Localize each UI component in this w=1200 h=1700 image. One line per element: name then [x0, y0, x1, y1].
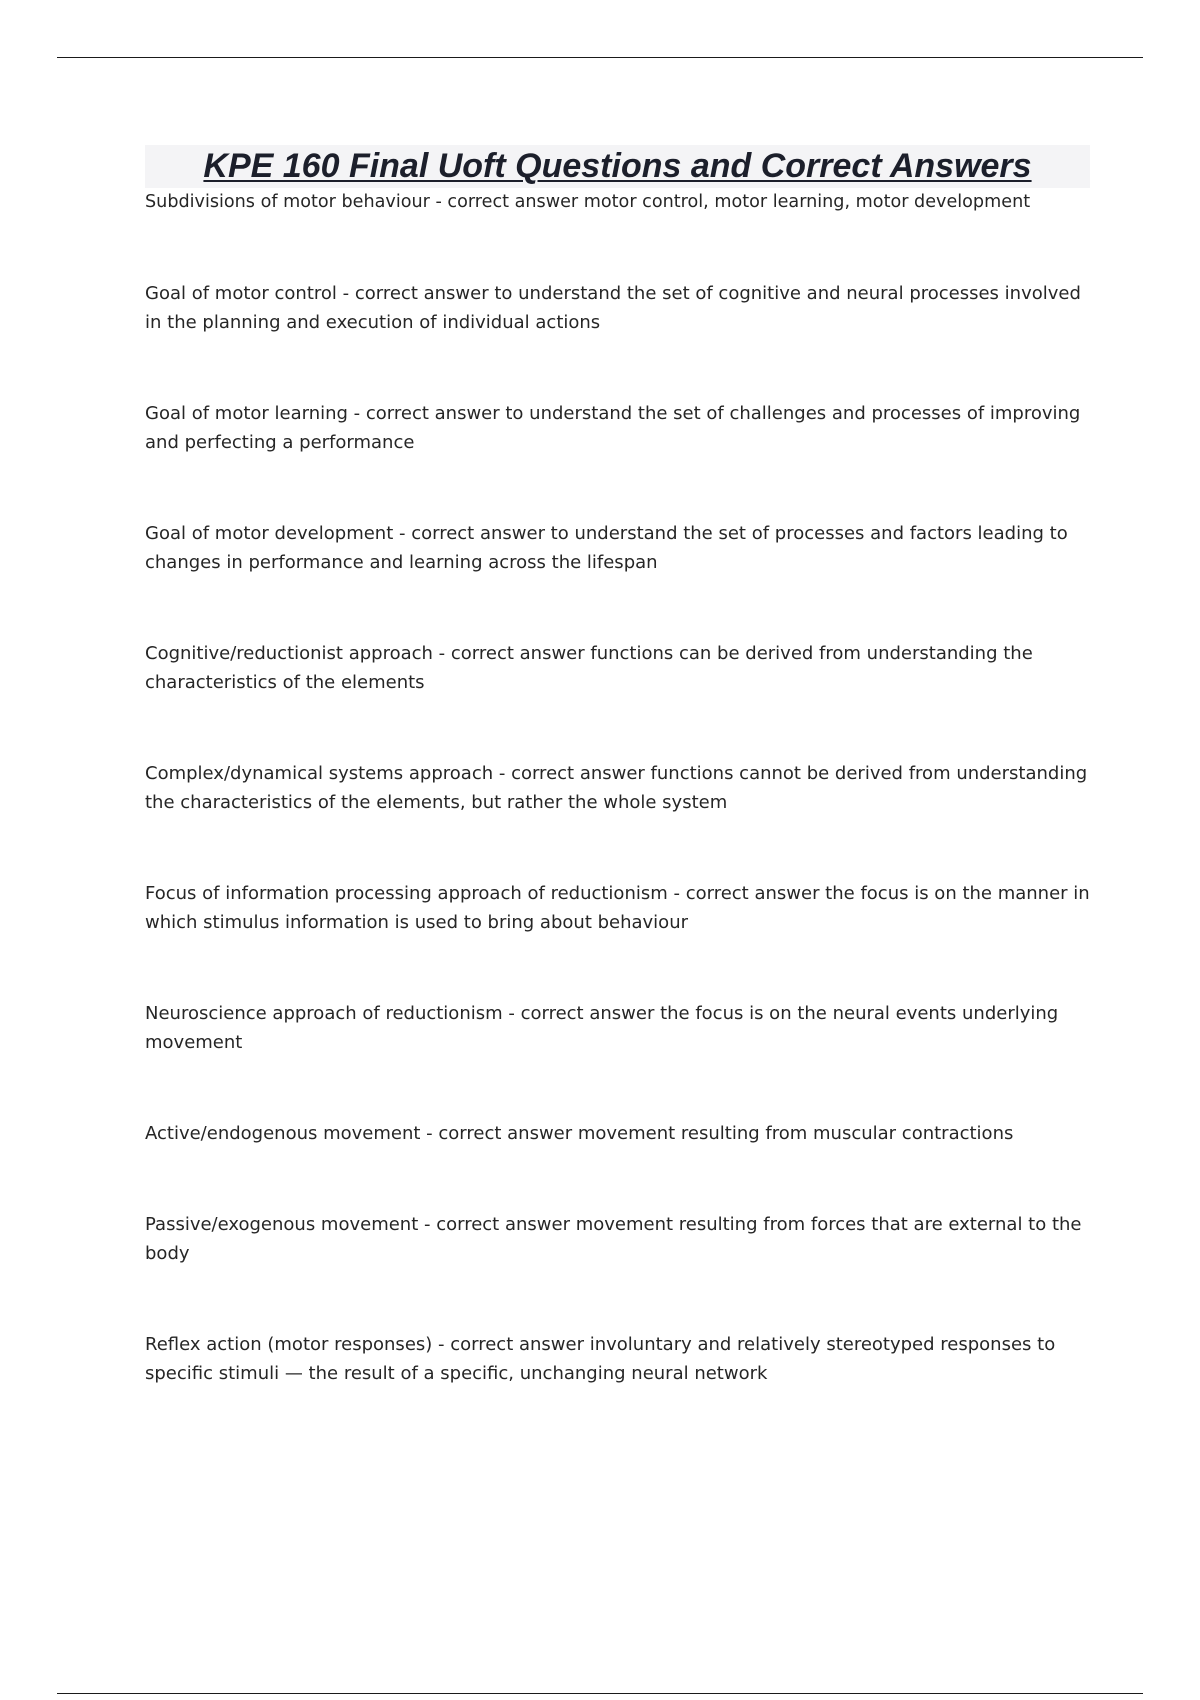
qa-entry: Goal of motor control - correct answer to understand the set of cognitive and neural processes involved in the planning and execution of individual actions: [145, 283, 1081, 333]
qa-entry: Passive/exogenous movement - correct answer movement resulting from forces that are external to the body: [145, 1214, 1082, 1264]
qa-entry: Goal of motor learning - correct answer to understand the set of challenges and processes of improving and perfecting a performance: [145, 403, 1081, 453]
top-divider: [57, 57, 1143, 58]
qa-entry: Focus of information processing approach of reductionism - correct answer the focus is on the manner in which stimulus information is used to bring about behaviour: [145, 883, 1090, 933]
qa-entry: Goal of motor development - correct answer to understand the set of processes and factors leading to changes in performance and learning across the lifespan: [145, 523, 1068, 573]
qa-entry: Complex/dynamical systems approach - correct answer functions cannot be derived from understanding the characteristics of the elements, but rather the whole system: [145, 763, 1088, 813]
qa-list: [145, 188, 1090, 1388]
qa-entry: Cognitive/reductionist approach - correct answer functions can be derived from understanding the characteristics of the elements: [145, 643, 1033, 693]
qa-entry: Reflex action (motor responses) - correct answer involuntary and relatively stereotyped responses to specific stimuli — the result of a specific, unchanging neural network: [145, 1334, 1056, 1384]
bottom-divider: [57, 1693, 1143, 1694]
qa-entry: Neuroscience approach of reductionism - correct answer the focus is on the neural events underlying movement: [145, 1003, 1059, 1053]
qa-entry: Subdivisions of motor behaviour - correct answer motor control, motor learning, motor development: [145, 192, 1031, 212]
document-body: [145, 145, 1090, 1450]
title-banner: [145, 145, 1090, 188]
qa-entry: Active/endogenous movement - correct answer movement resulting from muscular contractions: [145, 1123, 1014, 1144]
document-title: KPE 160 Final Uoft Questions and Correct Answers: [203, 147, 1032, 185]
